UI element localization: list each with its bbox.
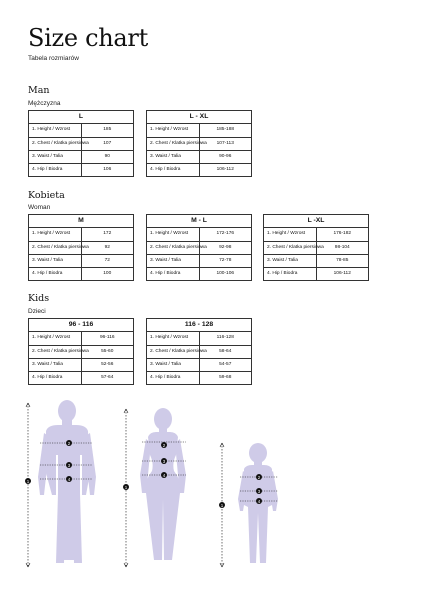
- marker-2-label: 2: [162, 442, 166, 448]
- measure-label: 3. Waist / Talia: [29, 150, 82, 163]
- size-label: L - XL: [147, 111, 252, 124]
- measure-label: 3. Waist / Talia: [29, 254, 82, 267]
- measure-value: 106-112: [316, 267, 369, 280]
- kid-figure: [219, 443, 278, 567]
- size-table-woman-l-xl: [263, 214, 369, 281]
- measure-label: 1. Height / Wzrost: [147, 228, 200, 241]
- table-row: [29, 124, 134, 137]
- table-row: [29, 228, 134, 241]
- measure-value: 92-98: [199, 241, 252, 254]
- measure-value: 52-56: [81, 358, 134, 371]
- measure-value: 59-68: [199, 371, 252, 384]
- measure-value: 172: [81, 228, 134, 241]
- man-figure: [25, 400, 96, 567]
- size-table-woman-m: [28, 214, 134, 281]
- section-woman-subheading: Woman: [28, 204, 51, 211]
- table-row: [29, 150, 134, 163]
- marker-4-label: 4: [257, 498, 261, 504]
- measure-label: 4. Hip / Biodra: [29, 371, 82, 384]
- measure-label: 1. Height / Wzrost: [264, 228, 317, 241]
- table-row: [264, 228, 369, 241]
- size-label: M: [29, 215, 134, 228]
- measure-value: 106-112: [199, 163, 252, 176]
- measure-label: 3. Waist / Talia: [264, 254, 317, 267]
- measure-label: 4. Hip / Biodra: [29, 267, 82, 280]
- measure-value: 57-64: [81, 371, 134, 384]
- marker-2-label: 2: [67, 440, 71, 446]
- marker-1-label: 1: [26, 478, 30, 484]
- measure-value: 96-116: [81, 332, 134, 345]
- measure-label: 1. Height / Wzrost: [29, 332, 82, 345]
- measure-label: 3. Waist / Talia: [147, 150, 200, 163]
- marker-4-label: 4: [162, 472, 166, 478]
- marker-1-label: 1: [124, 484, 128, 490]
- measure-value: 107: [81, 137, 134, 150]
- body-measurement-figures: [0, 395, 424, 575]
- section-kids-heading: Kids: [28, 293, 50, 304]
- table-row: [147, 358, 252, 371]
- table-row: [29, 332, 134, 345]
- measure-label: 2. Chest / Klatka piersiowa: [147, 345, 200, 358]
- measure-label: 3. Waist / Talia: [29, 358, 82, 371]
- size-table-man-l: [28, 110, 134, 177]
- measure-label: 3. Waist / Talia: [147, 254, 200, 267]
- table-row: [147, 124, 252, 137]
- measure-value: 172-176: [199, 228, 252, 241]
- measure-label: 3. Waist / Talia: [147, 358, 200, 371]
- size-label: L -XL: [264, 215, 369, 228]
- measure-label: 2. Chest / Klatka piersiowa: [29, 241, 82, 254]
- table-row: [147, 345, 252, 358]
- table-row: [264, 254, 369, 267]
- table-row: [29, 345, 134, 358]
- table-row: [264, 267, 369, 280]
- measure-value: 92: [81, 241, 134, 254]
- marker-4-label: 4: [67, 476, 71, 482]
- table-row: [147, 371, 252, 384]
- measure-label: 4. Hip / Biodra: [29, 163, 82, 176]
- measure-label: 4. Hip / Biodra: [147, 163, 200, 176]
- size-table-woman-m-l: [146, 214, 252, 281]
- size-label: M - L: [147, 215, 252, 228]
- measure-value: 72-78: [199, 254, 252, 267]
- section-man-subheading: Mężczyzna: [28, 100, 61, 107]
- table-row: [264, 241, 369, 254]
- marker-3-label: 3: [257, 488, 261, 494]
- measure-value: 100: [81, 267, 134, 280]
- measure-value: 176-182: [316, 228, 369, 241]
- marker-1-label: 1: [220, 502, 224, 508]
- measure-label: 4. Hip / Biodra: [147, 267, 200, 280]
- measure-value: 107-113: [199, 137, 252, 150]
- marker-3-label: 3: [162, 458, 166, 464]
- marker-2-label: 2: [257, 474, 261, 480]
- size-table-man-l-xl: [146, 110, 252, 177]
- page-subtitle: Tabela rozmiarów: [28, 55, 79, 62]
- section-woman-heading: Kobieta: [28, 190, 65, 201]
- measure-label: 1. Height / Wzrost: [147, 124, 200, 137]
- size-label: 116 - 128: [147, 319, 252, 332]
- size-label: 96 - 116: [29, 319, 134, 332]
- table-row: [147, 163, 252, 176]
- table-row: [29, 267, 134, 280]
- table-row: [147, 241, 252, 254]
- measure-value: 90: [81, 150, 134, 163]
- table-row: [147, 267, 252, 280]
- table-row: [29, 137, 134, 150]
- measure-label: 2. Chest / Klatka piersiowa: [29, 345, 82, 358]
- size-table-kids-116-128: [146, 318, 252, 385]
- measure-label: 4. Hip / Biodra: [264, 267, 317, 280]
- table-row: [147, 228, 252, 241]
- table-row: [29, 241, 134, 254]
- page-title: Size chart: [28, 24, 148, 52]
- table-row: [147, 254, 252, 267]
- measure-value: 72: [81, 254, 134, 267]
- measure-value: 55-60: [81, 345, 134, 358]
- measure-label: 2. Chest / Klatka piersiowa: [29, 137, 82, 150]
- measure-value: 54-57: [199, 358, 252, 371]
- table-row: [29, 358, 134, 371]
- measure-value: 90-96: [199, 150, 252, 163]
- section-man-heading: Man: [28, 85, 50, 96]
- size-table-kids-96-116: [28, 318, 134, 385]
- marker-3-label: 3: [67, 462, 71, 468]
- table-row: [29, 254, 134, 267]
- measure-value: 106: [81, 163, 134, 176]
- table-row: [147, 137, 252, 150]
- measure-value: 78-85: [316, 254, 369, 267]
- measure-value: 98-104: [316, 241, 369, 254]
- measure-value: 185: [81, 124, 134, 137]
- measure-value: 58-64: [199, 345, 252, 358]
- measure-label: 1. Height / Wzrost: [29, 124, 82, 137]
- measure-label: 2. Chest / Klatka piersiowa: [264, 241, 317, 254]
- measure-label: 1. Height / Wzrost: [29, 228, 82, 241]
- measure-value: 185-188: [199, 124, 252, 137]
- measure-value: 116-128: [199, 332, 252, 345]
- measure-label: 1. Height / Wzrost: [147, 332, 200, 345]
- table-row: [29, 371, 134, 384]
- size-label: L: [29, 111, 134, 124]
- table-row: [147, 150, 252, 163]
- table-row: [29, 163, 134, 176]
- measure-label: 4. Hip / Biodra: [147, 371, 200, 384]
- section-kids-subheading: Dzieci: [28, 308, 46, 315]
- table-row: [147, 332, 252, 345]
- measure-value: 100-106: [199, 267, 252, 280]
- measure-label: 2. Chest / Klatka piersiowa: [147, 137, 200, 150]
- woman-silhouette: [140, 408, 186, 560]
- measure-label: 2. Chest / Klatka piersiowa: [147, 241, 200, 254]
- woman-figure: [123, 408, 186, 567]
